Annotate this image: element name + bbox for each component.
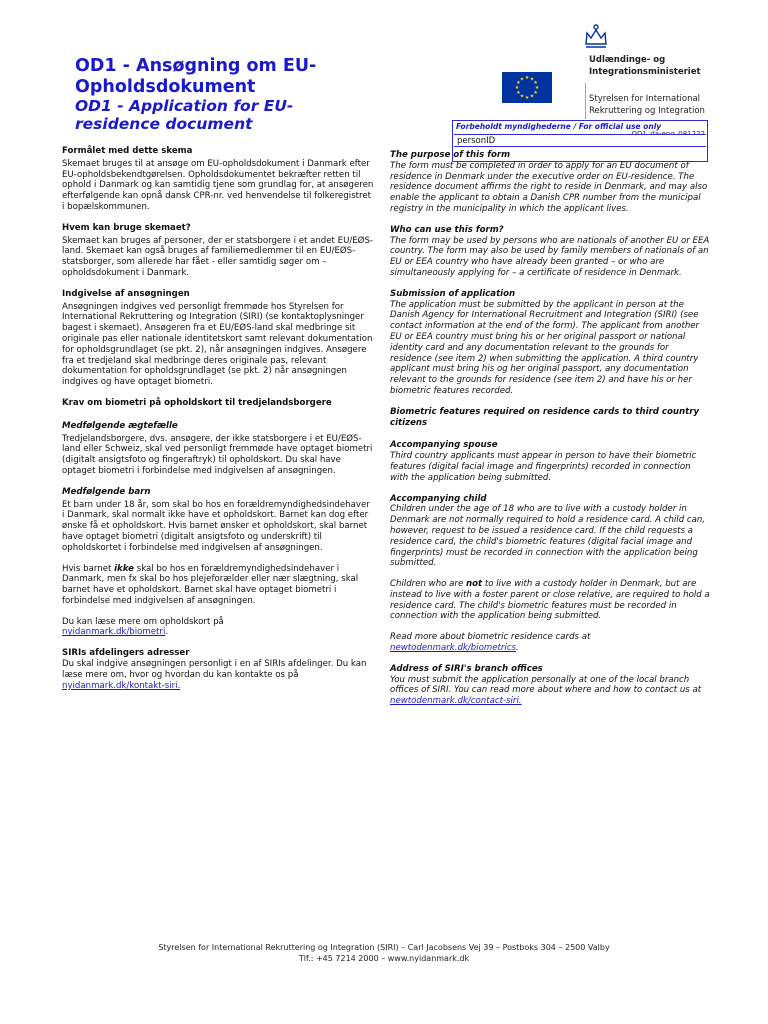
svg-text:★: ★ [534,85,540,91]
page-title-english: OD1 - Application for EU-residence document [75,97,294,133]
page-title-danish: OD1 - Ansøgning om EU-Opholdsdokument [75,56,317,97]
section-text: Children who are not to live with a custody holder in Denmark, but are instead to live with a foster parent or close relative, are required to hold a residence card. The child's biometric features must be recorded in connection with the application being submitted. [390,579,710,622]
svg-text:★: ★ [524,95,530,101]
section-text: You must submit the application personally at one of the local branch offices of SIRI. You can read more about where and how to contact us at newtodenmark.dk/contact-siri. [390,674,702,707]
section-heading: Hvem kan bruge skemaet? [62,222,191,233]
subsection-heading: Medfølgende ægtefælle [62,420,178,431]
section-heading: Submission of application [390,288,516,299]
person-id-field[interactable]: personID [454,134,706,147]
biometrics-link[interactable]: newtodenmark.dk/biometrics [390,643,517,654]
section-text: Tredjelandsborgere, dvs. ansøgere, der ikke statsborgere i et EU/EØS-land eller Schweiz, skal ved personligt fremmøde have optaget biometri (digitalt ansigtsfoto og fingeraftryk) til opholdskort. Du skal have optaget biometri i forbindelse med indgivelsen af ansøgningen. [62,433,373,476]
svg-text:★: ★ [529,93,535,100]
section-heading: Biometric features required on residence cards to third country citizens [390,406,700,428]
section-text: Du skal indgive ansøgningen personligt i en af SIRIs afdelinger. Du kan læse mere om, hvor og hvordan du kan kontakte os på nyidanmark.dk/kontakt-siri. [62,659,367,691]
eu-flag-icon [502,72,552,103]
svg-text:★: ★ [519,76,525,83]
section-heading: Formålet med dette skema [62,146,193,156]
section-text: Children under the age of 18 who are to live with a custody holder in Denmark are not normally required to hold a residence card. A child can, however, request to be issued a residence card. If the child requests a residence card, the child's biometric features (digital facial image and fingerprints) must be recorded in connection with the application being submitted. [390,504,706,569]
section-text: Third country applicants must appear in person to have their biometric features (digital facial image and fingerprints) recorded in connection with the application being submitted. [390,451,697,483]
section-heading: Address of SIRI's branch offices [390,663,543,674]
svg-text:★: ★ [524,75,530,81]
svg-text:★: ★ [533,90,538,96]
crown-logo-icon [583,24,609,49]
section-text: Read more about biometric residence cards at newtodenmark.dk/biometrics. [390,632,591,654]
section-text: The form may be used by persons who are nationals of another EU or EEA country. The form may also be used by family members of nationals of an EU or EEA country who have already been granted – or who are simultaneously applying for – a certificate of residence in Denmark. [390,235,710,278]
section-heading: Indgivelse af ansøgningen [62,288,190,299]
svg-text:★: ★ [514,85,520,91]
section-heading: The purpose of this form [390,150,511,160]
section-text: Skemaet bruges til at ansøge om EU-opholdsdokument i Danmark efter EU-opholdsbekendtgørelsen. Opholdsdokumentet bekræfter retten til ophold i Danmark og kan samtidig tjene som grundlag for, at ansøgeren efterfølgende kan opnå dansk CPR-nr. ved henvendelse til folkeregistret i bopælskommunen. [62,158,374,212]
svg-text:★: ★ [516,90,521,96]
english-column [390,150,710,717]
section-text: Du kan læse mere om opholdskort på nyidanmark.dk/biometri. [62,616,224,638]
svg-text:★: ★ [519,93,525,100]
kontakt-siri-link[interactable]: nyidanmark.dk/kontakt-siri. [62,680,181,691]
section-heading: SIRIs afdelingers adresser [62,648,190,659]
agency-name: Styrelsen for International Rekruttering og Integration [589,94,705,116]
section-heading: Krav om biometri på opholdskort til tredjelandsborgere [62,397,332,408]
biometri-link[interactable]: nyidanmark.dk/biometri [62,627,166,638]
footer-address: Styrelsen for International Rekruttering og Integration (SIRI) – Carl Jacobsens Vej 39 – Postboks 304 – 2500 Valby [158,943,610,952]
subsection-heading: Medfølgende barn [62,486,151,497]
section-text: Skemaet kan bruges af personer, der er statsborgere i et andet EU/EØS-land. Skemaet kan også bruges af familiemedlemmer til en EU/EØS-statsborger, som allerede har fået - eller samtidig søger om – opholdsdokument i Danmark. [62,235,374,278]
subsection-heading: Accompanying child [390,493,487,504]
section-text: Ansøgningen indgives ved personligt fremmøde hos Styrelsen for International Rekruttering og Integration (SIRI) (se kontaktoplysninger bagest i skemaet). Ansøgeren fra et EU/EØS-land skal medbringe sit originale pas eller nationale identitetskort samt relevant dokumentation for opholdsgrundlaget (se pkt. 2), når ansøgningen indgives. Ansøgere fra et tredjeland skal medbringe deres originale pas, relevant dokumentation for opholdsgrundlaget (se pkt. 2) når ansøgningen indgives og have optaget biometri. [62,301,373,388]
svg-text:★: ★ [529,76,535,83]
svg-text:★: ★ [516,80,521,86]
section-text: Hvis barnet ikke skal bo hos en forældremyndighedsindehaver i Danmark, men fx skal bo hos plejeforælder eller nær slægtning, skal barnet have et opholdskort. Barnet skal have optaget biometri i forbindelse med indgivelsen af ansøgningen. [62,563,359,606]
subsection-heading: Accompanying spouse [390,440,498,451]
footer-contact: Tlf.: +45 7214 2000 – www.nyidanmark.dk [298,953,470,963]
section-text: The application must be submitted by the applicant in person at the Danish Agency for International Recruitment and Integration (SIRI) (see contact information at the end of the form). The applicant from another EU or EEA country must bring his or her original passport or national identity card and any documentation relevant to the grounds for residence (see item 2) when submitting the application. A third country applicant must bring his og her original passport, any documentation relevant to the grounds for residence (see item 2) and have his or her biometric features recorded. [390,299,700,396]
section-text: The form must be completed in order to apply for an EU document of residence in Denmark under the executive order on EU-residence. The residence document affirms the right to reside in Denmark, and may also enable the applicant to obtain a Danish CPR number from the municipal registry in the municipality in which the applicant lives. [390,160,708,214]
page-footer [0,943,768,964]
svg-text:★: ★ [533,80,538,86]
official-use-label: Forbeholdt myndighederne / For official use only [456,122,662,131]
section-text: Et barn under 18 år, som skal bo hos en forældremyndighedsindehaver i Danmark, skal normalt ikke have et opholdskort. Barnet kan dog efter ønske få et opholdskort. Hvis barnet ønsker et opholdskort, skal barnet have optaget biometri (digitalt ansigtsfoto og underskrift) til opholdskortet i forbindelse med indgivelsen af ansøgningen. [62,499,370,553]
danish-column [62,146,374,701]
section-heading: Who can use this form? [390,224,504,235]
ministry-name: Udlændinge- og Integrationsministeriet [589,55,701,77]
contact-siri-link[interactable]: newtodenmark.dk/contact-siri. [390,696,522,707]
logo-divider [585,83,586,119]
